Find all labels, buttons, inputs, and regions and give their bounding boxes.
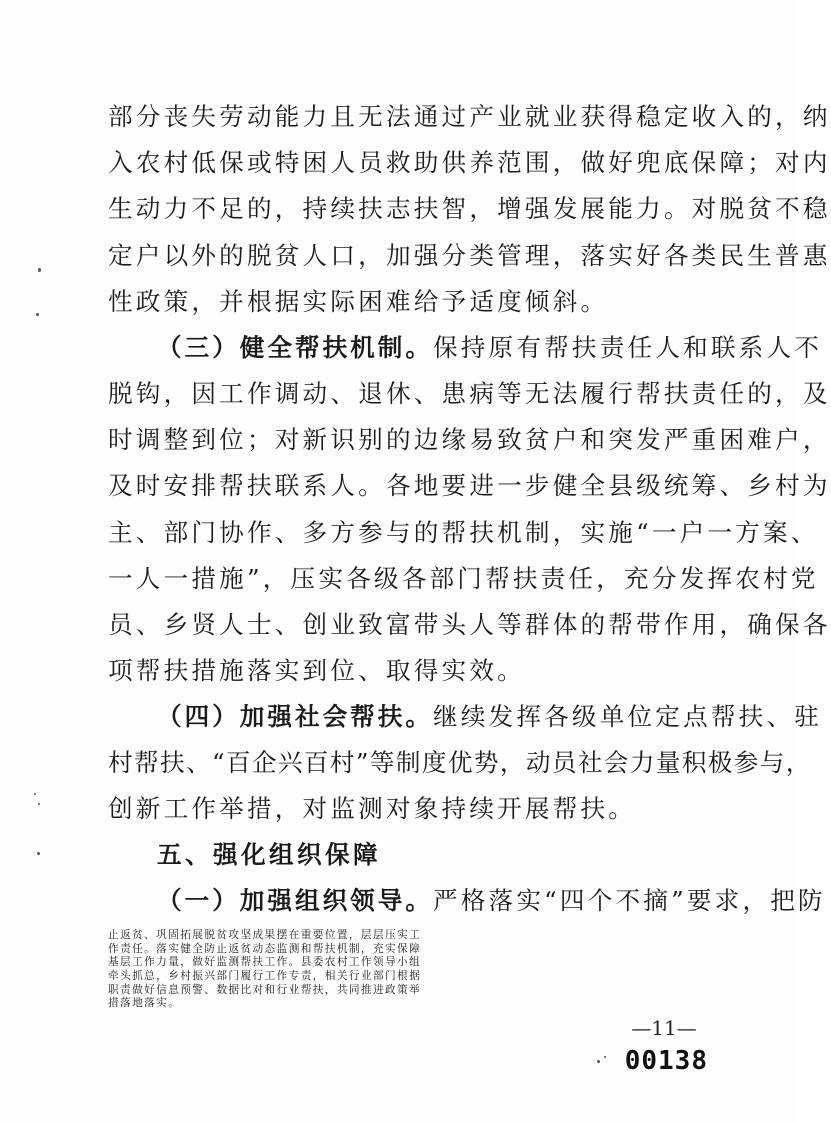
section-4-first-line	[157, 698, 823, 735]
scan-speck	[34, 793, 36, 795]
text-line: 部分丧失劳动能力且无法通过产业就业获得稳定收入的，纳	[108, 102, 831, 131]
text-line: 措落地落实。	[108, 996, 181, 1010]
text-line: 定户以外的脱贫人口，加强分类管理，落实好各类民生普惠	[108, 241, 831, 270]
text-line: 员、乡贤人士、创业致富带头人等群体的帮带作用，确保各	[108, 610, 831, 639]
section-5-1-lead: （一）加强组织领导。	[157, 886, 433, 915]
text-line: 时调整到位；对新识别的边缘易致贫户和突发严重困难户，	[108, 425, 831, 454]
scan-speck	[597, 1060, 600, 1063]
text-line: 生动力不足的，持续扶志扶智，增强发展能力。对脱贫不稳	[108, 194, 831, 223]
text-line: 性政策，并根据实际困难给予适度倾斜。	[108, 287, 609, 316]
section-5-1-first-line	[157, 882, 826, 919]
text-line: 止返贫、巩固拓展脱贫攻坚成果摆在重要位置，层层压实工	[108, 928, 422, 941]
scan-speck	[38, 803, 40, 805]
section-3-lead: （三）健全帮扶机制。	[157, 333, 433, 362]
scan-speck	[37, 852, 40, 855]
text-line: 作责任。落实健全防止返贫动态监测和帮扶机制，充实保障	[108, 941, 422, 955]
text-line: 脱钩，因工作调动、退休、患病等无法履行帮扶责任的，及	[108, 379, 831, 408]
text-line: 创新工作举措，对监测对象持续开展帮扶。	[108, 794, 637, 823]
text-line: 及时安排帮扶联系人。各地要进一步健全县级统筹、乡村为	[108, 471, 831, 500]
section-5-1-first-rest: 严格落实“四个不摘”要求，把防	[432, 886, 826, 915]
section-heading: 五、强化组织保障	[157, 840, 381, 869]
section-4-first-rest: 继续发挥各级单位定点帮扶、驻	[432, 702, 823, 731]
scan-speck	[38, 268, 41, 272]
section-3-first-line	[157, 329, 823, 366]
section-4-lead: （四）加强社会帮扶。	[157, 702, 433, 731]
page-number: —11—	[631, 1016, 697, 1040]
scan-speck	[604, 1056, 606, 1058]
archive-stamp-number: 00138	[624, 1046, 708, 1076]
text-line: 职责做好信息预警、数据比对和行业帮扶，共同推进政策举	[108, 982, 422, 996]
text-line: 牵头抓总，乡村振兴部门履行工作专责，相关行业部门根据	[108, 969, 422, 982]
scan-speck	[36, 313, 39, 316]
text-line: 村帮扶、“百企兴百村”等制度优势，动员社会力量积极参与，	[108, 748, 812, 777]
section-3-first-rest: 保持原有帮扶责任人和联系人不	[432, 333, 823, 362]
text-line: 主、部门协作、多方参与的帮扶机制，实施“一户一方案、	[108, 518, 819, 547]
text-line: 一人一措施”，压实各级各部门帮扶责任，充分发挥农村党	[108, 564, 819, 593]
text-line: 项帮扶措施落实到位、取得实效。	[108, 656, 525, 685]
text-line: 基层工作力量，做好监测帮扶工作。县委农村工作领导小组	[108, 955, 422, 969]
text-line: 入农村低保或特困人员救助供养范围，做好兜底保障；对内	[108, 148, 831, 177]
